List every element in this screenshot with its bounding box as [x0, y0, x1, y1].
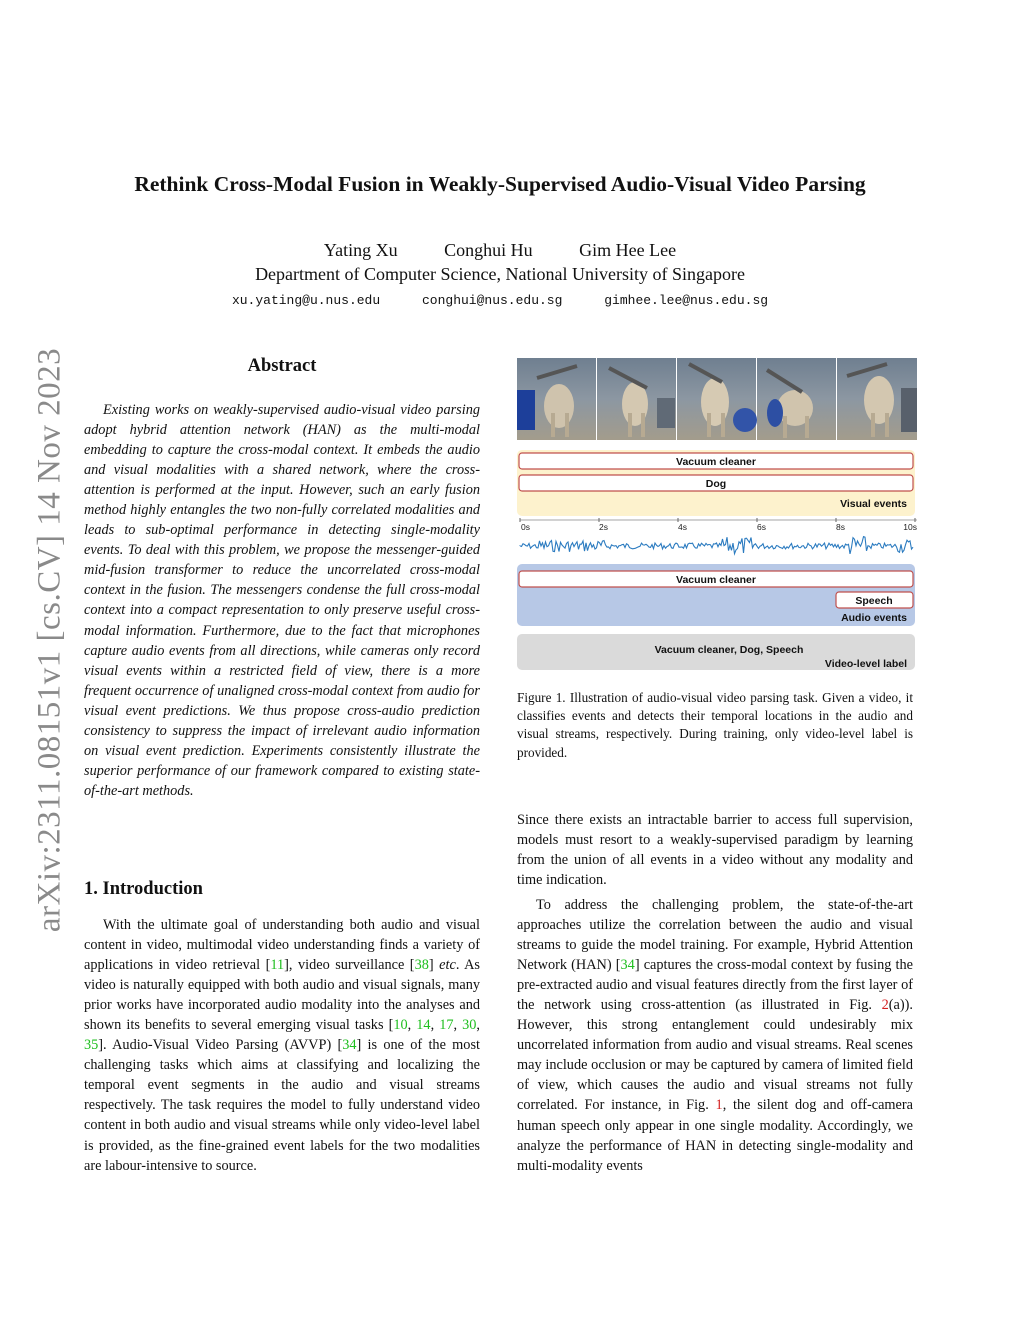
audio-speech-label: Speech — [855, 595, 893, 607]
email-list — [60, 293, 940, 308]
author-name: Conghui Hu — [444, 240, 533, 260]
citation-link[interactable]: 30 — [462, 1017, 477, 1034]
citation-link[interactable]: 11 — [270, 957, 285, 974]
tick-label: 8s — [836, 522, 845, 532]
affiliation: Department of Computer Science, National University of Singapore — [255, 264, 745, 284]
video-level-band — [517, 634, 915, 670]
video-level-classes: Vacuum cleaner, Dog, Speech — [654, 644, 804, 656]
author-email: gimhee.lee@nus.edu.sg — [604, 293, 769, 308]
video-frames — [517, 358, 917, 440]
figure-1 — [517, 358, 917, 673]
visual-events-band — [517, 450, 915, 516]
tick-label: 10s — [903, 522, 917, 532]
visual-vacuum-label: Vacuum cleaner — [676, 456, 756, 468]
abstract-text: Existing works on weakly-supervised audio-visual video parsing adopt hybrid attention network (HAN) as the multi-modal embedding to capture the cross-modal context. It embeds the audio and visual modalities with a shared network, where the cross-attention is performed at the input. However, such an early fusion method highly entangles the two non-fully correlated modalities and leads to sub-optimal performance in detecting single-modality events. To deal with this problem, we propose the messenger-guided mid-fusion transformer to reduce the uncorrelated cross-modal context in the fusion. The messengers condense the full cross-modal context into a compact representation to only preserve useful cross-modal information. Furthermore, due to the fact that microphones capture audio events from all directions, while cameras only record visual events within a restricted field of view, there is a more frequent occurrence of unaligned cross-modal context from audio for visual event predictions. We thus propose cross-audio prediction consistency to suppress the impact of irrelevant audio information on visual event prediction. Experiments consistently illustrate the superior performance of our framework compared to existing state-of-the-art methods. — [84, 402, 480, 799]
visual-events-label: Visual events — [840, 498, 907, 510]
introduction-paragraph: With the ultimate goal of understanding both audio and visual content in video, multimodal video understanding finds a variety of applications in video retrieval [11], video surveillance [38] etc. As video is naturally equipped with both audio and visual signals, many prior works have incorporated audio modality into the analyses and shown its benefits to several emerging visual tasks [10, 14, 17, 30, 35]. Audio-Visual Video Parsing (AVVP) [34] is one of the most challenging tasks which aims at classifying and localizing the temporal event segments in the audio and visual streams respectively. The task requires the model to fully understand video content in both audio and visual streams while only video-level label is provided, as the fine-grained event labels for the two modalities are labour-intensive to source. — [84, 917, 480, 1174]
citation-link[interactable]: 14 — [416, 1017, 431, 1034]
video-frame-1 — [517, 358, 596, 440]
citation-link[interactable]: 35 — [84, 1037, 99, 1054]
author-list — [60, 240, 940, 261]
arxiv-stamp: arXiv:2311.08151v1 [cs.CV] 14 Nov 2023 — [31, 347, 68, 933]
audio-events-label: Audio events — [841, 612, 907, 624]
citation-link[interactable]: 34 — [342, 1037, 357, 1054]
author-name: Yating Xu — [323, 240, 398, 260]
figure-1-caption: Figure 1. Illustration of audio-visual video parsing task. Given a video, it classifies events and detects their temporal locations in the audio and visual streams, respectively. During training, only video-level label is provided. — [517, 690, 913, 760]
tick-label: 0s — [521, 522, 530, 532]
citation-link[interactable]: 34 — [620, 957, 635, 974]
video-frame-5 — [837, 358, 917, 440]
video-frame-4 — [757, 358, 836, 440]
tick-label: 4s — [678, 522, 687, 532]
citation-link[interactable]: 38 — [414, 957, 429, 974]
paper-title: Rethink Cross-Modal Fusion in Weakly-Supervised Audio-Visual Video Parsing — [134, 172, 866, 196]
figure-ref-link[interactable]: 1 — [715, 1097, 723, 1114]
audio-vacuum-label: Vacuum cleaner — [676, 574, 756, 586]
tick-label: 6s — [757, 522, 766, 532]
introduction-heading: 1. Introduction — [84, 879, 203, 899]
right-paragraph-2: To address the challenging problem, the state-of-the-art approaches utilize the correlation between the audio and visual streams to guide the model training. For example, Hybrid Attention Network (HAN) [34] captures the cross-modal context by fusing the pre-extracted audio and visual features directly from the first layer of the network using cross-attention (as illustrated in Fig. 2(a)). However, this strong entanglement could undesirably mix uncorrelated information from audio and visual streams. Real scenes may include occlusion or may be captured by camera of limited field of view, which causes the audio and visual streams not fully correlated. For instance, in Fig. 1, the silent dog and off-camera human speech only appear in one single modality. Accordingly, we analyze the performance of HAN in detecting single-modality and multi-modality events — [517, 897, 913, 1174]
time-axis — [520, 518, 917, 532]
author-email: xu.yating@u.nus.edu — [231, 293, 381, 308]
audio-waveform — [520, 537, 913, 554]
figure-ref-link[interactable]: 2 — [881, 997, 889, 1014]
video-frame-3 — [677, 358, 757, 440]
video-frame-2 — [597, 358, 676, 440]
author-email: conghui@nus.edu.sg — [421, 293, 563, 308]
abstract-heading: Abstract — [247, 356, 317, 376]
figure-1-diagram — [517, 358, 917, 673]
visual-dog-label: Dog — [705, 478, 727, 490]
tick-label: 2s — [599, 522, 608, 532]
right-paragraph-1: Since there exists an intractable barrier to access full supervision, models must resort to a weakly-supervised paradigm by learning from the union of all events in a video without any modality and time indication. — [517, 812, 913, 889]
citation-link[interactable]: 17 — [439, 1017, 454, 1034]
author-name: Gim Hee Lee — [579, 240, 677, 260]
audio-events-band — [517, 564, 915, 626]
citation-link[interactable]: 10 — [393, 1017, 408, 1034]
video-level-label: Video-level label — [824, 658, 907, 670]
